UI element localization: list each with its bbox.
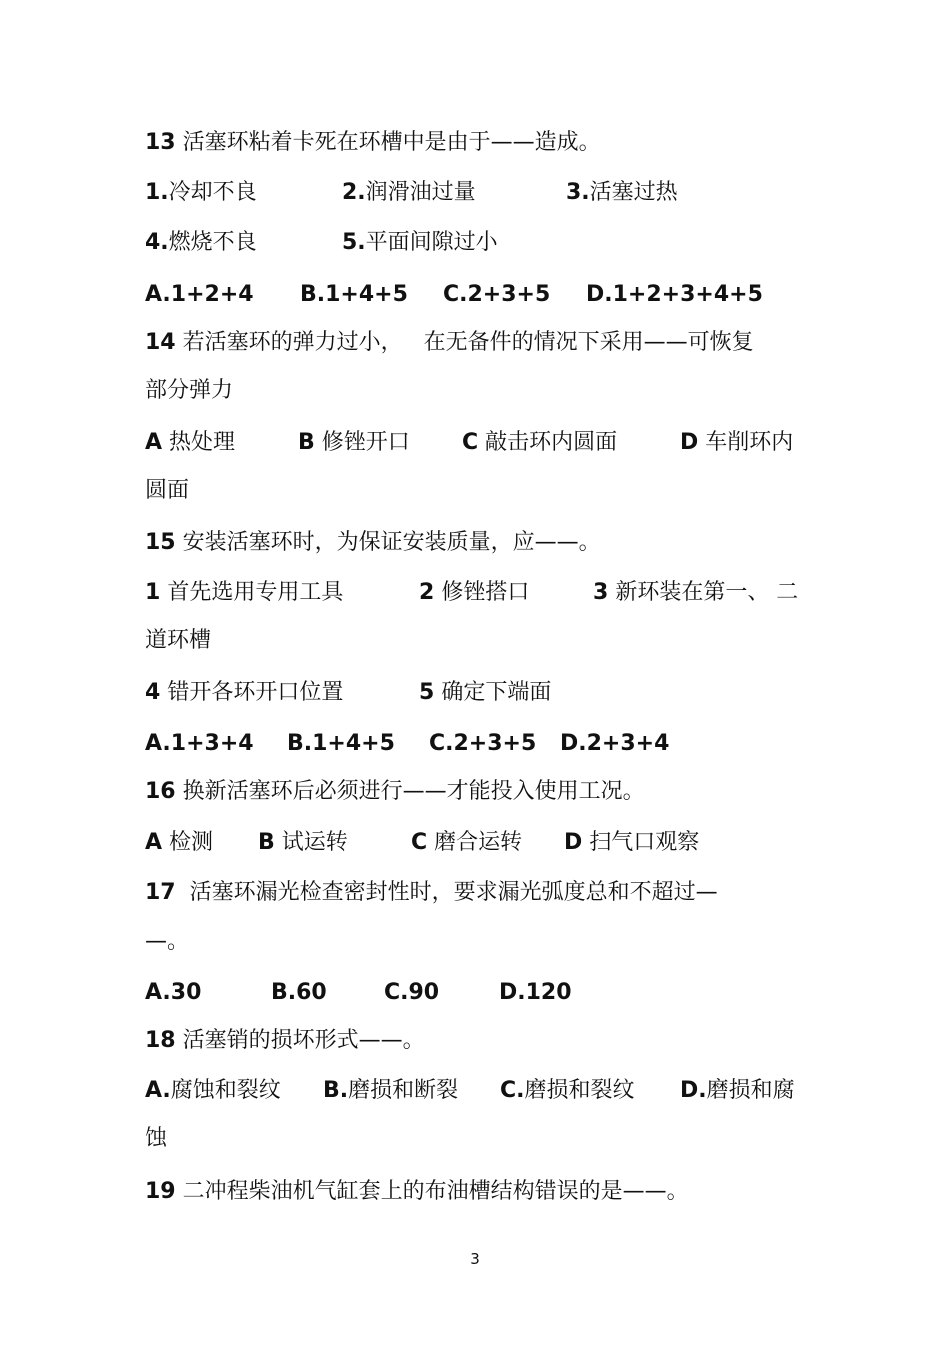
question-number: 15 — [145, 530, 176, 555]
option-a: A 检测 — [145, 830, 214, 855]
q18-options-cont — [145, 1124, 850, 1154]
option-b: B.1+4+5 — [300, 282, 408, 307]
question-number: 19 — [145, 1179, 176, 1204]
q15-item-3-continued: 道环槽 — [145, 628, 212, 653]
question-text: 活塞环漏光检查密封性时，要求漏光弧度总和不超过— — [182, 880, 718, 905]
question-17 — [145, 878, 850, 908]
option-b: B 修锉开口 — [298, 430, 410, 455]
question-19 — [145, 1177, 850, 1207]
q15-item-3: 3 新环装在第一、 二 — [593, 580, 799, 605]
q15-item-4: 4 错开各环开口位置 — [145, 680, 344, 705]
question-14-cont — [145, 376, 850, 406]
question-text: 换新活塞环后必须进行——才能投入使用工况。 — [182, 779, 645, 804]
question-16 — [145, 777, 850, 807]
option-d: D 扫气口观察 — [564, 830, 700, 855]
question-13 — [145, 128, 850, 158]
option-c: C.磨损和裂纹 — [500, 1078, 635, 1103]
option-c: C.90 — [384, 980, 440, 1005]
option-d: D 车削环内 — [680, 430, 794, 455]
option-a: A.30 — [145, 980, 202, 1005]
option-c: C 敲击环内圆面 — [462, 430, 618, 455]
option-b: B.磨损和断裂 — [323, 1078, 459, 1103]
question-number: 13 — [145, 130, 176, 155]
q13-item-2: 2.润滑油过量 — [342, 180, 476, 205]
question-text: 二冲程柴油机气缸套上的布油槽结构错误的是——。 — [182, 1179, 689, 1204]
option-b: B 试运转 — [258, 830, 348, 855]
question-18 — [145, 1026, 850, 1056]
option-d-continued: 蚀 — [145, 1126, 168, 1151]
q14-options-cont — [145, 476, 850, 506]
q13-item-4: 4.燃烧不良 — [145, 230, 257, 255]
question-number: 17 — [145, 880, 176, 905]
q15-item-5: 5 确定下端面 — [419, 680, 552, 705]
question-text: 活塞环粘着卡死在环槽中是由于——造成。 — [182, 130, 601, 155]
question-number: 16 — [145, 779, 176, 804]
q15-item-1: 1 首先选用专用工具 — [145, 580, 344, 605]
q15-items-cont — [145, 626, 850, 656]
option-a: A.腐蚀和裂纹 — [145, 1078, 281, 1103]
question-text: 若活塞环的弹力过小， 在无备件的情况下采用——可恢复 — [182, 330, 754, 355]
q13-item-5: 5.平面间隙过小 — [342, 230, 498, 255]
option-b: B.60 — [271, 980, 327, 1005]
option-a: A 热处理 — [145, 430, 236, 455]
q13-item-1: 1.冷却不良 — [145, 180, 257, 205]
option-d: D.120 — [499, 980, 572, 1005]
option-c: C 磨合运转 — [411, 830, 523, 855]
page-number: 3 — [470, 1250, 480, 1268]
question-text-continued: 部分弹力 — [145, 378, 234, 403]
option-d: D.磨损和腐 — [680, 1078, 795, 1103]
option-d-continued: 圆面 — [145, 478, 190, 503]
option-c: C.2+3+5 — [443, 282, 551, 307]
option-d: D.2+3+4 — [560, 731, 670, 756]
option-b: B.1+4+5 — [287, 731, 395, 756]
question-number: 14 — [145, 330, 176, 355]
question-17-cont — [145, 927, 850, 957]
option-d: D.1+2+3+4+5 — [586, 282, 763, 307]
question-text-continued: —。 — [145, 929, 190, 954]
option-a: A.1+2+4 — [145, 282, 254, 307]
question-number: 18 — [145, 1028, 176, 1053]
q13-item-3: 3.活塞过热 — [566, 180, 678, 205]
q15-item-2: 2 修锉搭口 — [419, 580, 530, 605]
option-c: C.2+3+5 — [429, 731, 537, 756]
question-text: 安装活塞环时，为保证安装质量，应——。 — [182, 530, 601, 555]
question-15 — [145, 528, 850, 558]
question-14 — [145, 328, 850, 358]
option-a: A.1+3+4 — [145, 731, 254, 756]
question-text: 活塞销的损坏形式——。 — [182, 1028, 425, 1053]
